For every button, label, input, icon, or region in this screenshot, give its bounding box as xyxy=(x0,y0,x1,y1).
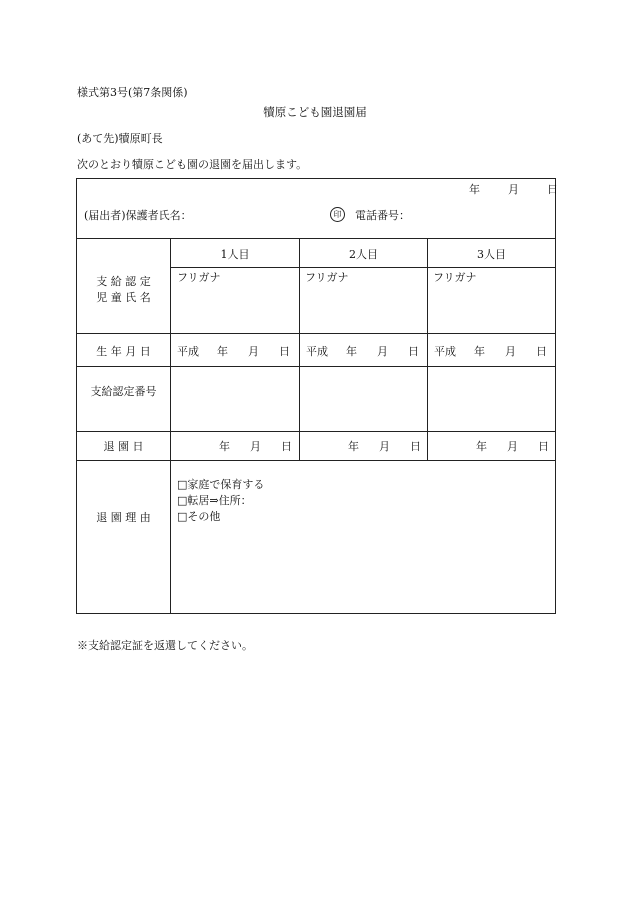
reason-option-relocation: □転居⇒住所： xyxy=(177,494,252,507)
year-label: 年 xyxy=(476,440,487,453)
column-divider xyxy=(170,238,171,613)
row-divider xyxy=(171,267,555,268)
era-label: 平成 xyxy=(306,345,328,358)
row-divider xyxy=(77,431,555,432)
withdrawal-date-label: 退 園 日 xyxy=(103,440,144,453)
furigana-label: フリガナ xyxy=(305,271,349,284)
phone-label: 電話番号： xyxy=(355,209,410,222)
addressee: (あて先)犢原町長 xyxy=(77,132,163,145)
day-label: 日 xyxy=(279,345,290,358)
withdrawal-form-table xyxy=(76,178,556,614)
year-label: 年 xyxy=(219,440,230,453)
column-divider xyxy=(299,238,300,460)
column-header-child-1: 1人目 xyxy=(220,248,250,261)
column-header-child-3: 3人目 xyxy=(477,248,506,261)
row-divider xyxy=(77,333,555,334)
month-label: 月 xyxy=(250,440,261,453)
day-label: 日 xyxy=(536,345,547,358)
day-label: 日 xyxy=(538,440,549,453)
month-label: 月 xyxy=(508,183,519,196)
day-label: 日 xyxy=(547,183,558,196)
month-label: 月 xyxy=(505,345,516,358)
guardian-name-label: (届出者)保護者氏名： xyxy=(84,209,192,222)
birth-date-child-1 xyxy=(177,343,290,359)
certification-number-label: 支給認定番号 xyxy=(90,385,157,398)
month-label: 月 xyxy=(248,345,259,358)
intro-text: 次のとおり犢原こども園の退園を届出します。 xyxy=(77,158,308,171)
withdrawal-reason-label: 退 園 理 由 xyxy=(96,511,151,524)
withdrawal-date-child-1 xyxy=(219,438,292,454)
row-divider xyxy=(77,366,555,367)
footer-note: ※支給認定証を返還してください。 xyxy=(77,639,253,652)
year-label: 年 xyxy=(469,183,480,196)
day-label: 日 xyxy=(410,440,421,453)
row-divider xyxy=(77,460,555,461)
year-label: 年 xyxy=(217,345,228,358)
form-number: 様式第3号(第7条関係) xyxy=(77,86,188,99)
day-label: 日 xyxy=(281,440,292,453)
reason-option-other: □その他 xyxy=(177,510,221,523)
birth-date-label: 生 年 月 日 xyxy=(96,345,151,358)
year-label: 年 xyxy=(346,345,357,358)
year-label: 年 xyxy=(474,345,485,358)
column-divider xyxy=(427,238,428,460)
reason-option-home-care: □家庭で保育する xyxy=(177,478,265,491)
month-label: 月 xyxy=(507,440,518,453)
month-label: 月 xyxy=(379,440,390,453)
era-label: 平成 xyxy=(177,345,199,358)
era-label: 平成 xyxy=(434,345,456,358)
child-name-label-line2: 児 童 氏 名 xyxy=(96,291,151,304)
month-label: 月 xyxy=(377,345,388,358)
furigana-label: フリガナ xyxy=(433,271,477,284)
form-title: 犢原こども園退園届 xyxy=(263,105,367,119)
seal-mark: 印 xyxy=(330,207,345,222)
row-divider xyxy=(77,238,555,239)
withdrawal-date-child-2 xyxy=(348,438,421,454)
birth-date-child-2 xyxy=(306,343,419,359)
column-header-child-2: 2人目 xyxy=(349,248,378,261)
furigana-label: フリガナ xyxy=(177,271,221,284)
submission-date xyxy=(469,181,558,197)
year-label: 年 xyxy=(348,440,359,453)
withdrawal-date-child-3 xyxy=(476,438,549,454)
day-label: 日 xyxy=(408,345,419,358)
child-name-label-line1: 支 給 認 定 xyxy=(96,275,151,288)
birth-date-child-3 xyxy=(434,343,547,359)
